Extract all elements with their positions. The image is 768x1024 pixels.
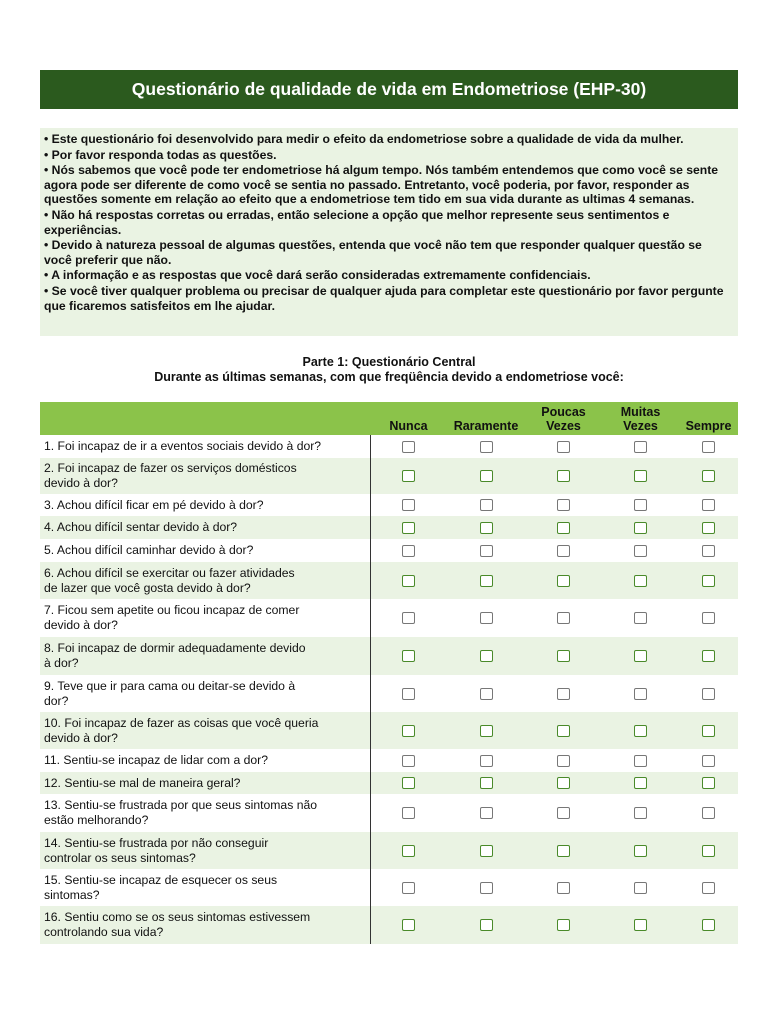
checkbox-raramente[interactable] [480, 575, 493, 587]
checkbox-nunca[interactable] [402, 755, 415, 767]
question-row [40, 772, 738, 794]
question-row [40, 906, 738, 944]
checkbox-muitas-vezes[interactable] [634, 575, 647, 587]
checkbox-sempre[interactable] [702, 545, 715, 557]
checkbox-muitas-vezes[interactable] [634, 522, 647, 534]
checkbox-poucas-vezes[interactable] [557, 545, 570, 557]
checkbox-raramente[interactable] [480, 845, 493, 857]
answer-cell [370, 749, 447, 772]
instructions-box [40, 128, 738, 336]
checkbox-poucas-vezes[interactable] [557, 777, 570, 789]
answer-cell [602, 435, 679, 458]
answer-cell [370, 832, 447, 869]
checkbox-raramente[interactable] [480, 545, 493, 557]
answer-cell [679, 832, 738, 869]
checkbox-poucas-vezes[interactable] [557, 575, 570, 587]
answer-cell [602, 832, 679, 869]
question-line: devido à dor? [44, 476, 118, 490]
question-text [40, 794, 370, 832]
question-line: 16. Sentiu como se os seus sintomas estivessem [44, 910, 311, 925]
answer-cell [525, 675, 602, 712]
checkbox-muitas-vezes[interactable] [634, 499, 647, 511]
answer-cell [370, 516, 447, 539]
checkbox-nunca[interactable] [402, 777, 415, 789]
question-line: sintomas? [44, 887, 100, 902]
answer-cell [525, 539, 602, 562]
answer-cell [525, 458, 602, 494]
answer-cell [679, 458, 738, 494]
answer-cell [525, 869, 602, 906]
instruction-item: • Nós sabemos que você pode ter endometriose há algum tempo. Nós também entendemos que como você se sente agora pode ser diferente de como você se sentia no passado. Entretanto, você poderia, por favor, responder as questões somente em relação ao efeito que a endometriose tem tido em sua vida durante as ultimas 4 semanas. [44, 163, 719, 207]
checkbox-sempre[interactable] [702, 650, 715, 662]
answer-cell [602, 458, 679, 494]
checkbox-sempre[interactable] [702, 725, 715, 737]
checkbox-sempre[interactable] [702, 845, 715, 857]
question-text [40, 749, 370, 772]
answer-cell [370, 539, 447, 562]
checkbox-muitas-vezes[interactable] [634, 441, 647, 453]
answer-cell [679, 494, 738, 516]
answer-cell [602, 772, 679, 794]
answer-cell [679, 749, 738, 772]
question-line: 6. Achou difícil se exercitar ou fazer atividades [44, 565, 295, 580]
checkbox-muitas-vezes[interactable] [634, 545, 647, 557]
answer-cell [525, 562, 602, 599]
checkbox-sempre[interactable] [702, 755, 715, 767]
answer-cell [679, 906, 738, 944]
checkbox-raramente[interactable] [480, 470, 493, 482]
checkbox-muitas-vezes[interactable] [634, 845, 647, 857]
answer-cell [447, 749, 525, 772]
answer-cell [679, 539, 738, 562]
question-line: à dor? [44, 656, 79, 670]
question-line: 7. Ficou sem apetite ou ficou incapaz de comer [44, 603, 300, 618]
answer-cell [370, 562, 447, 599]
checkbox-raramente[interactable] [480, 522, 493, 534]
answer-cell [447, 494, 525, 516]
checkbox-sempre[interactable] [702, 919, 715, 931]
checkbox-poucas-vezes[interactable] [557, 650, 570, 662]
question-text [40, 772, 370, 794]
answer-cell [525, 435, 602, 458]
checkbox-nunca[interactable] [402, 919, 415, 931]
checkbox-muitas-vezes[interactable] [634, 650, 647, 662]
instruction-item: • Por favor responda todas as questões. [44, 147, 277, 162]
question-line: 11. Sentiu-se incapaz de lidar com a dor? [44, 753, 269, 768]
answer-cell [602, 599, 679, 637]
option-header-poucas-vezes: Poucas Vezes [525, 402, 602, 435]
question-row [40, 637, 738, 675]
question-row [40, 675, 738, 712]
checkbox-raramente[interactable] [480, 807, 493, 819]
checkbox-muitas-vezes[interactable] [634, 807, 647, 819]
checkbox-sempre[interactable] [702, 470, 715, 482]
question-row [40, 516, 738, 539]
checkbox-poucas-vezes[interactable] [557, 499, 570, 511]
part-heading [40, 355, 738, 385]
part-title: Parte 1: Questionário Central [302, 355, 476, 369]
answer-cell [447, 906, 525, 944]
checkbox-muitas-vezes[interactable] [634, 882, 647, 894]
question-line: devido à dor? [44, 618, 118, 632]
option-header-sempre: Sempre [679, 402, 738, 435]
checkbox-nunca[interactable] [402, 545, 415, 557]
answer-cell [679, 435, 738, 458]
question-row [40, 435, 738, 458]
question-line: controlando sua vida? [44, 925, 164, 939]
answer-cell [602, 675, 679, 712]
checkbox-sempre[interactable] [702, 612, 715, 624]
checkbox-sempre[interactable] [702, 441, 715, 453]
answer-cell [447, 435, 525, 458]
question-row [40, 749, 738, 772]
answer-cell [602, 637, 679, 675]
answer-cell [370, 906, 447, 944]
question-line: dor? [44, 693, 69, 708]
checkbox-muitas-vezes[interactable] [634, 725, 647, 737]
question-text [40, 906, 370, 944]
questions-table [40, 402, 738, 944]
checkbox-muitas-vezes[interactable] [634, 755, 647, 767]
answer-cell [602, 539, 679, 562]
checkbox-nunca[interactable] [402, 499, 415, 511]
answer-cell [447, 712, 525, 749]
checkbox-nunca[interactable] [402, 441, 415, 453]
answer-cell [525, 832, 602, 869]
answer-cell [679, 516, 738, 539]
answer-cell [447, 675, 525, 712]
checkbox-raramente[interactable] [480, 688, 493, 700]
answer-cell [447, 562, 525, 599]
checkbox-poucas-vezes[interactable] [557, 725, 570, 737]
question-line: 1. Foi incapaz de ir a eventos sociais devido à dor? [44, 439, 322, 454]
checkbox-poucas-vezes[interactable] [557, 522, 570, 534]
answer-cell [370, 712, 447, 749]
question-row [40, 539, 738, 562]
title-text: Questionário de qualidade de vida em Endometriose (EHP-30) [131, 79, 647, 99]
answer-cell [370, 599, 447, 637]
answer-cell [679, 772, 738, 794]
question-row [40, 832, 738, 869]
question-row [40, 494, 738, 516]
answer-cell [679, 637, 738, 675]
checkbox-sempre[interactable] [702, 882, 715, 894]
checkbox-nunca[interactable] [402, 725, 415, 737]
checkbox-raramente[interactable] [480, 725, 493, 737]
checkbox-poucas-vezes[interactable] [557, 755, 570, 767]
question-text [40, 675, 370, 712]
checkbox-poucas-vezes[interactable] [557, 612, 570, 624]
question-row [40, 458, 738, 494]
checkbox-sempre[interactable] [702, 499, 715, 511]
part-subtitle: Durante as últimas semanas, com que freqüência devido a endometriose você: [154, 370, 624, 384]
question-text [40, 494, 370, 516]
checkbox-raramente[interactable] [480, 612, 493, 624]
answer-cell [602, 562, 679, 599]
checkbox-raramente[interactable] [480, 882, 493, 894]
answer-cell [525, 749, 602, 772]
checkbox-nunca[interactable] [402, 688, 415, 700]
question-text [40, 539, 370, 562]
question-text [40, 869, 370, 906]
answer-cell [602, 869, 679, 906]
answer-cell [370, 772, 447, 794]
answer-cell [679, 712, 738, 749]
answer-cell [447, 869, 525, 906]
instruction-item: • Este questionário foi desenvolvido para medir o efeito da endometriose sobre a qualidade de vida da mulher. [44, 132, 684, 146]
question-line: 14. Sentiu-se frustrada por não conseguir [44, 835, 269, 850]
checkbox-poucas-vezes[interactable] [557, 807, 570, 819]
instruction-item: • Se você tiver qualquer problema ou precisar de qualquer ajuda para completar este questionário por favor pergunte que ficaremos satisfeitos em lhe ajudar. [44, 283, 724, 313]
checkbox-poucas-vezes[interactable] [557, 845, 570, 857]
question-line: 8. Foi incapaz de dormir adequadamente devido [44, 641, 306, 656]
checkbox-muitas-vezes[interactable] [634, 612, 647, 624]
checkbox-poucas-vezes[interactable] [557, 470, 570, 482]
answer-cell [370, 869, 447, 906]
question-text [40, 599, 370, 637]
answer-cell [679, 599, 738, 637]
answer-cell [679, 675, 738, 712]
question-row [40, 712, 738, 749]
answer-cell [602, 794, 679, 832]
answer-cell [370, 794, 447, 832]
checkbox-nunca[interactable] [402, 522, 415, 534]
checkbox-muitas-vezes[interactable] [634, 777, 647, 789]
question-text [40, 458, 370, 494]
answer-cell [525, 772, 602, 794]
answer-cell [525, 494, 602, 516]
instruction-item: • Não há respostas corretas ou erradas, então selecione a opção que melhor represente seus sentimentos e experiências. [44, 207, 670, 237]
question-line: 2. Foi incapaz de fazer os serviços domésticos [44, 461, 297, 476]
answer-cell [447, 772, 525, 794]
answer-cell [447, 794, 525, 832]
answer-cell [679, 869, 738, 906]
question-text [40, 712, 370, 749]
option-header-nunca: Nunca [370, 402, 447, 435]
checkbox-nunca[interactable] [402, 470, 415, 482]
option-header-raramente: Raramente [447, 402, 525, 435]
question-line: 15. Sentiu-se incapaz de esquecer os seus [44, 872, 278, 887]
answer-cell [679, 562, 738, 599]
question-line: 13. Sentiu-se frustrada por que seus sintomas não [44, 798, 318, 813]
question-row [40, 562, 738, 599]
answer-cell [525, 794, 602, 832]
checkbox-raramente[interactable] [480, 650, 493, 662]
answer-cell [370, 435, 447, 458]
checkbox-nunca[interactable] [402, 845, 415, 857]
question-line: 10. Foi incapaz de fazer as coisas que você queria [44, 715, 319, 730]
checkbox-sempre[interactable] [702, 575, 715, 587]
checkbox-muitas-vezes[interactable] [634, 919, 647, 931]
questionnaire-title [40, 70, 738, 109]
answer-cell [370, 675, 447, 712]
question-line: 12. Sentiu-se mal de maneira geral? [44, 775, 241, 790]
answer-cell [447, 516, 525, 539]
checkbox-sempre[interactable] [702, 688, 715, 700]
question-line: estão melhorando? [44, 813, 149, 827]
answer-cell [679, 794, 738, 832]
table-header-row [40, 402, 738, 435]
checkbox-sempre[interactable] [702, 777, 715, 789]
answer-cell [447, 539, 525, 562]
answer-cell [447, 458, 525, 494]
instruction-item: • Devido à natureza pessoal de algumas questões, entenda que você não tem que responder qualquer questão se você preferir que não. [44, 238, 702, 267]
question-text [40, 832, 370, 869]
checkbox-nunca[interactable] [402, 882, 415, 894]
question-line: 9. Teve que ir para cama ou deitar-se devido à [44, 678, 296, 693]
checkbox-nunca[interactable] [402, 650, 415, 662]
answer-cell [602, 906, 679, 944]
checkbox-raramente[interactable] [480, 441, 493, 453]
answer-cell [525, 599, 602, 637]
answer-cell [602, 494, 679, 516]
question-line: 3. Achou difícil ficar em pé devido à dor? [44, 497, 264, 512]
answer-cell [370, 458, 447, 494]
answer-cell [447, 832, 525, 869]
instruction-item: • A informação e as respostas que você dará serão consideradas extremamente confidenciais. [44, 268, 591, 283]
checkbox-raramente[interactable] [480, 919, 493, 931]
checkbox-muitas-vezes[interactable] [634, 688, 647, 700]
checkbox-raramente[interactable] [480, 755, 493, 767]
checkbox-nunca[interactable] [402, 807, 415, 819]
answer-cell [525, 906, 602, 944]
checkbox-poucas-vezes[interactable] [557, 688, 570, 700]
question-text [40, 637, 370, 675]
answer-cell [447, 637, 525, 675]
question-line: 5. Achou difícil caminhar devido à dor? [44, 543, 254, 558]
question-line: 4. Achou difícil sentar devido à dor? [44, 520, 238, 535]
question-text [40, 562, 370, 599]
question-text [40, 435, 370, 458]
answer-cell [525, 712, 602, 749]
checkbox-nunca[interactable] [402, 612, 415, 624]
question-line: de lazer que você gosta devido à dor? [44, 580, 251, 595]
question-text [40, 516, 370, 539]
answer-cell [525, 637, 602, 675]
answer-cell [370, 637, 447, 675]
checkbox-poucas-vezes[interactable] [557, 441, 570, 453]
answer-cell [602, 516, 679, 539]
checkbox-sempre[interactable] [702, 807, 715, 819]
checkbox-raramente[interactable] [480, 777, 493, 789]
checkbox-raramente[interactable] [480, 499, 493, 511]
question-row [40, 599, 738, 637]
answer-cell [602, 712, 679, 749]
question-row [40, 869, 738, 906]
answer-cell [370, 494, 447, 516]
answer-cell [602, 749, 679, 772]
checkbox-muitas-vezes[interactable] [634, 470, 647, 482]
checkbox-poucas-vezes[interactable] [557, 919, 570, 931]
checkbox-poucas-vezes[interactable] [557, 882, 570, 894]
option-header-muitas-vezes: Muitas Vezes [602, 402, 679, 435]
checkbox-nunca[interactable] [402, 575, 415, 587]
question-row [40, 794, 738, 832]
question-column-header [40, 402, 370, 435]
question-line: controlar os seus sintomas? [44, 850, 196, 865]
answer-cell [525, 516, 602, 539]
checkbox-sempre[interactable] [702, 522, 715, 534]
question-line: devido à dor? [44, 730, 118, 745]
answer-cell [447, 599, 525, 637]
